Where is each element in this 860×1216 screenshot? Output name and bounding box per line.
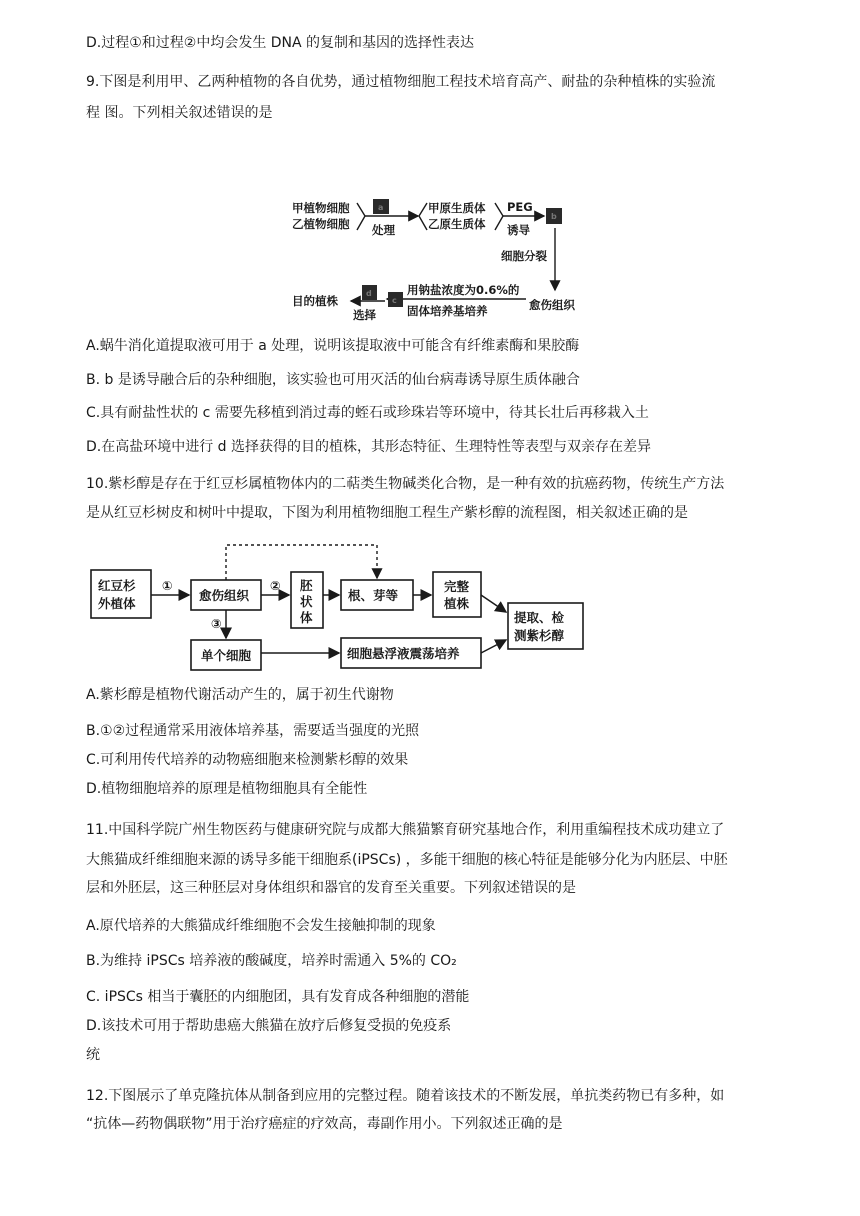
q9-option-b: B. b 是诱导融合后的杂种细胞，该实验也可用灭活的仙台病毒诱导原生质体融合 bbox=[86, 372, 580, 388]
q9-bracket-1 bbox=[357, 203, 365, 230]
q11-option-d: D.该技术可用于帮助患癌大熊猫在放疗后修复受损的免疫系 bbox=[86, 1018, 452, 1034]
q9-target-label: 目的植株 bbox=[292, 294, 338, 308]
q9-callus-label: 愈伤组织 bbox=[529, 298, 575, 312]
q10-arrow-suspension-extract bbox=[481, 640, 506, 653]
q10-stem-line2: 是从红豆杉树皮和树叶中提取，下图为利用植物细胞工程生产紫杉醇的流程图，相关叙述正确的是 bbox=[86, 505, 688, 521]
q11-option-d-wrap: 统 bbox=[86, 1047, 100, 1063]
q9-medium-line2: 固体培养基培养 bbox=[407, 304, 488, 318]
q11-option-b: B.为维持 iPSCs 培养液的酸碱度，培养时需通入 5%的 CO₂ bbox=[86, 953, 457, 969]
q10-dashed-arrow bbox=[226, 545, 377, 580]
q11-stem-line3: 层和外胚层，这三种胚层对身体组织和器官的发育至关重要。下列叙述错误的是 bbox=[86, 880, 576, 896]
q9-label-d: d bbox=[366, 289, 372, 298]
q9-division-label: 细胞分裂 bbox=[501, 249, 547, 263]
q9-select-label: 选择 bbox=[353, 308, 376, 322]
q9-stem-line1: 9.下图是利用甲、乙两种植物的各自优势，通过植物细胞工程技术培育高产、耐盐的杂种植株的实验流 bbox=[86, 74, 716, 90]
q9-proto-line2: 乙原生质体 bbox=[428, 217, 486, 231]
q10-extract-line1: 提取、检 bbox=[514, 610, 565, 625]
q9-flow-diagram bbox=[285, 188, 595, 330]
q9-label-a: a bbox=[378, 203, 384, 212]
q10-step3: ③ bbox=[211, 616, 222, 631]
q11-option-c: C. iPSCs 相当于囊胚的内细胞团，具有发育成各种细胞的潜能 bbox=[86, 989, 470, 1005]
q10-explant-line2: 外植体 bbox=[98, 596, 136, 611]
q9-label-c: c bbox=[392, 296, 397, 305]
q10-explant-line1: 红豆杉 bbox=[98, 578, 136, 593]
q10-embryoid-1: 胚 bbox=[300, 578, 313, 593]
q10-extract-line2: 测紫杉醇 bbox=[514, 628, 565, 643]
q11-stem-line1: 11.中国科学院广州生物医药与健康研究院与成都大熊猫繁育研究基地合作，利用重编程技术成功建立了 bbox=[86, 822, 725, 838]
q9-option-a: A.蜗牛消化道提取液可用于 a 处理，说明该提取液中可能含有纤维素酶和果胶酶 bbox=[86, 338, 580, 354]
q10-flow-diagram bbox=[86, 540, 596, 675]
q8-option-d: D.过程①和过程②中均会发生 DNA 的复制和基因的选择性表达 bbox=[86, 35, 475, 51]
q10-option-c: C.可利用传代培养的动物癌细胞来检测紫杉醇的效果 bbox=[86, 752, 409, 768]
q9-peg-label: PEG bbox=[507, 200, 533, 214]
q11-stem-line2: 大熊猫成纤维细胞来源的诱导多能干细胞系(iPSCs) ，多能干细胞的核心特征是能够分化为内胚层、中胚 bbox=[86, 852, 728, 868]
q10-embryoid-3: 体 bbox=[300, 610, 313, 625]
q9-cells-line1: 甲植物细胞 bbox=[292, 201, 350, 215]
q9-medium-line1: 用钠盐浓度为0.6%的 bbox=[407, 283, 520, 297]
q10-plant-line2: 植株 bbox=[444, 596, 470, 611]
q11-option-a: A.原代培养的大熊猫成纤维细胞不会发生接触抑制的现象 bbox=[86, 918, 436, 934]
q10-callus: 愈伤组织 bbox=[199, 588, 250, 603]
q12-stem-line2: “抗体—药物偶联物”用于治疗癌症的疗效高，毒副作用小。下列叙述正确的是 bbox=[86, 1116, 563, 1132]
q12-stem-line1: 12.下图展示了单克隆抗体从制备到应用的完整过程。随着该技术的不断发展，单抗类药物已有多种，如 bbox=[86, 1088, 725, 1104]
q9-label-b: b bbox=[551, 212, 557, 221]
q10-plant-line1: 完整 bbox=[444, 579, 470, 594]
q9-bracket-2 bbox=[419, 203, 427, 230]
q9-option-d: D.在高盐环境中进行 d 选择获得的目的植株，其形态特征、生理特性等表型与双亲存在差异 bbox=[86, 439, 652, 455]
q10-step1: ① bbox=[162, 578, 173, 593]
q10-embryoid-2: 状 bbox=[300, 594, 313, 609]
q9-bracket-3 bbox=[495, 203, 503, 230]
q9-stem-line2: 程 图。下列相关叙述错误的是 bbox=[86, 105, 273, 121]
q10-option-b: B.①②过程通常采用液体培养基，需要适当强度的光照 bbox=[86, 723, 420, 739]
q9-induce-label: 诱导 bbox=[507, 223, 530, 237]
q9-cells-line2: 乙植物细胞 bbox=[292, 217, 350, 231]
q10-single-cell: 单个细胞 bbox=[201, 648, 252, 663]
q10-option-a: A.紫杉醇是植物代谢活动产生的，属于初生代谢物 bbox=[86, 687, 394, 703]
q10-roots: 根、芽等 bbox=[348, 588, 399, 603]
q10-stem-line1: 10.紫杉醇是存在于红豆杉属植物体内的二萜类生物碱类化合物，是一种有效的抗癌药物，传统生产方法 bbox=[86, 476, 725, 492]
q9-treat-label: 处理 bbox=[372, 223, 395, 237]
q10-option-d: D.植物细胞培养的原理是植物细胞具有全能性 bbox=[86, 781, 368, 797]
q9-option-c: C.具有耐盐性状的 c 需要先移植到消过毒的蛭石或珍珠岩等环境中，待其长壮后再移栽入土 bbox=[86, 405, 649, 421]
q9-proto-line1: 甲原生质体 bbox=[428, 201, 486, 215]
q10-step2: ② bbox=[270, 578, 281, 593]
q10-arrow-plant-extract bbox=[481, 595, 506, 612]
q10-suspension: 细胞悬浮液震荡培养 bbox=[347, 646, 460, 661]
